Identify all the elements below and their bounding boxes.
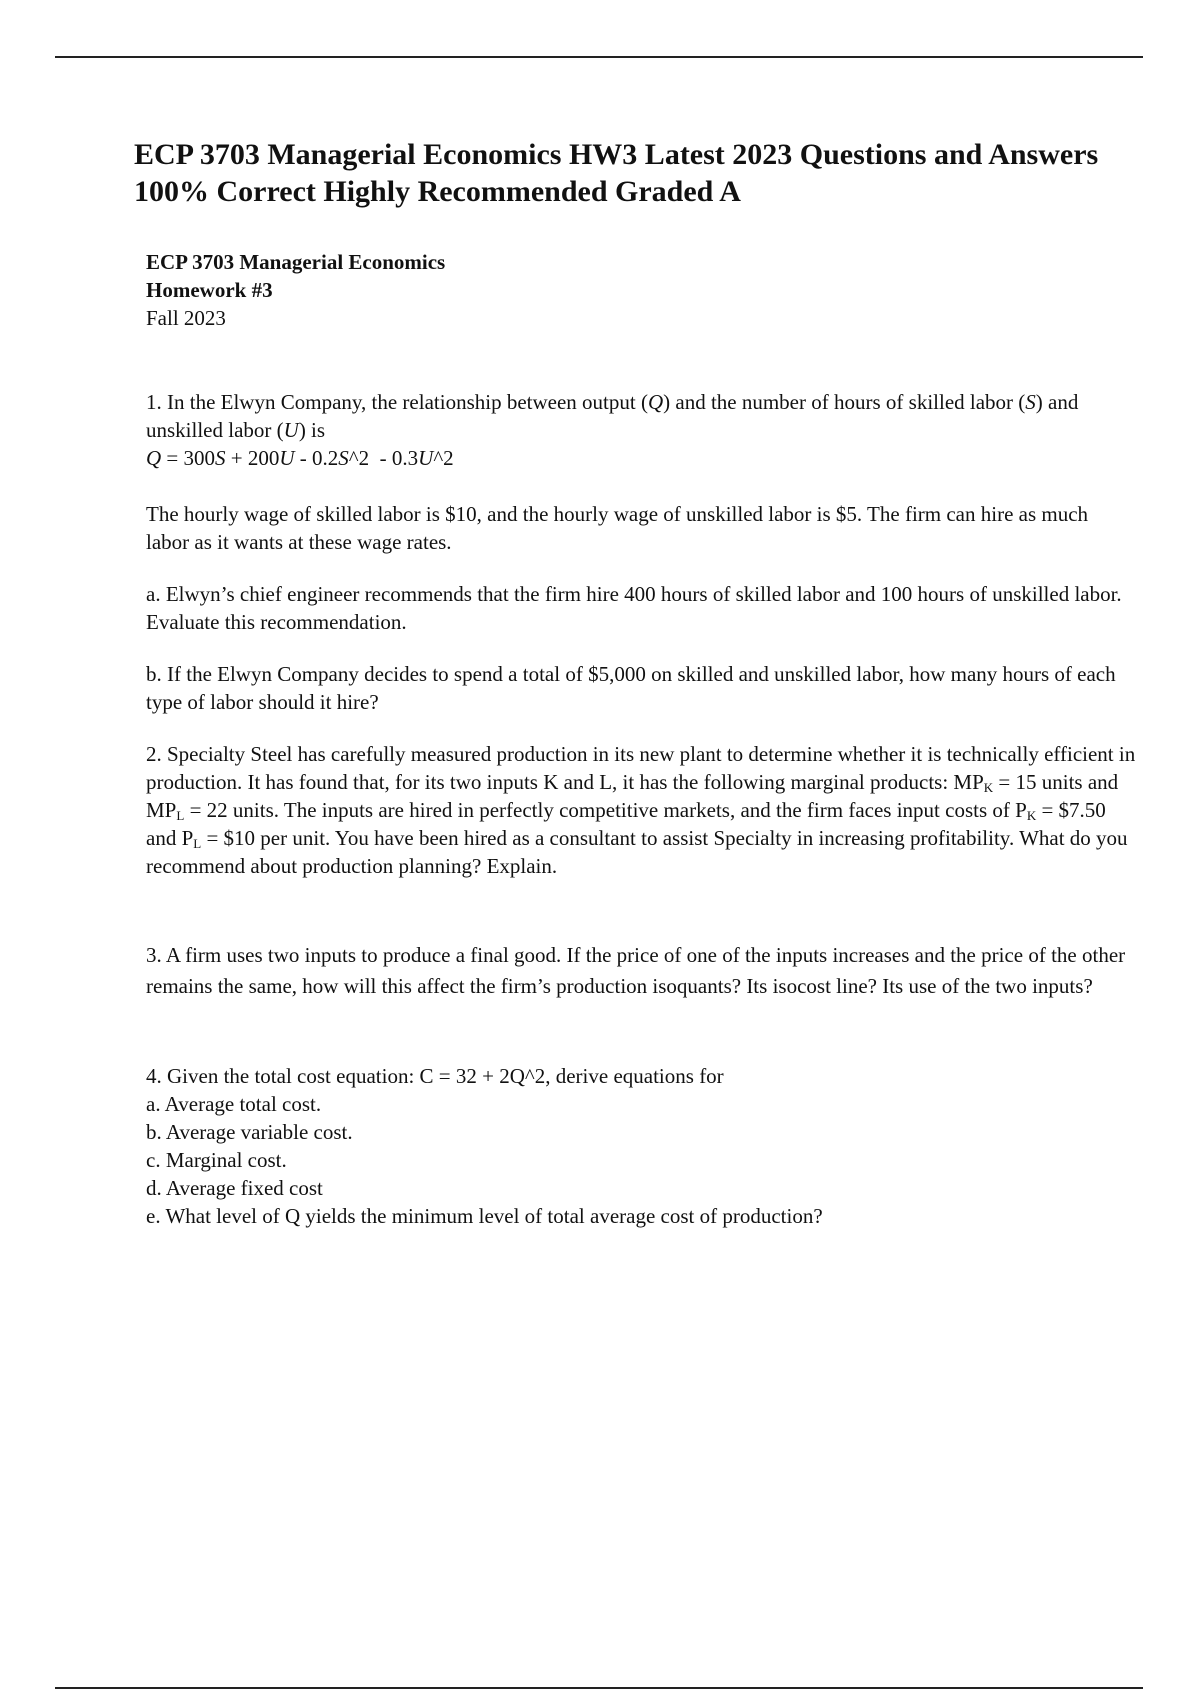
question-1-part-a: a. Elwyn’s chief engineer recommends that the firm hire 400 hours of skilled labor and 100 hours of unskilled labor. Evaluate this recommendation.	[146, 582, 1122, 634]
document-body	[146, 248, 1136, 1230]
production-function: Q = 300S + 200U - 0.2S^2 - 0.3U^2	[146, 446, 454, 470]
question-4-item: b. Average variable cost.	[146, 1120, 353, 1144]
homework-label: Homework #3	[146, 278, 273, 302]
course-name: ECP 3703 Managerial Economics	[146, 250, 446, 274]
bottom-rule	[55, 1687, 1143, 1689]
question-4-item: a. Average total cost.	[146, 1092, 322, 1116]
course-header	[146, 248, 1136, 332]
term-label: Fall 2023	[146, 306, 226, 330]
question-4-item: e. What level of Q yields the minimum level of total average cost of production?	[146, 1204, 823, 1228]
question-4-item: d. Average fixed cost	[146, 1176, 323, 1200]
question-4-item: c. Marginal cost.	[146, 1148, 287, 1172]
question-4-intro: 4. Given the total cost equation: C = 32 + 2Q^2, derive equations for	[146, 1064, 724, 1088]
question-1-wages: The hourly wage of skilled labor is $10, and the hourly wage of unskilled labor is $5. The firm can hire as much labor as it wants at these wage rates.	[146, 502, 1089, 554]
question-4	[146, 1062, 1136, 1230]
question-2: 2. Specialty Steel has carefully measured production in its new plant to determine whether it is technically efficient in production. It has found that, for its two inputs K and L, it has the following marginal products: $MP_K = 15$ units and $MP_L = 22$ units. The inputs are hired in perfectly competitive markets, and the firm faces input costs of $P_K$ = $7.50 and $P_L$ = $10 per unit. You have been hired as a consultant to assist Specialty in increasing profitability. What do you recommend about production planning? Explain.	[146, 742, 1136, 878]
top-rule	[55, 56, 1143, 58]
question-3: 3. A firm uses two inputs to produce a final good. If the price of one of the inputs increases and the price of the other remains the same, how will this affect the firm’s production isoquants? Its isocost line? Its use of the two inputs?	[146, 943, 1126, 998]
question-1-intro: 1. In the Elwyn Company, the relationship between output (Q) and the number of hours of skilled labor (S) and unskilled labor (U) is Q = 300S + 200U - 0.2S^2 - 0.3U^2	[146, 390, 1079, 470]
document-title: ECP 3703 Managerial Economics HW3 Latest 2023 Questions and Answers 100% Correct Highly Recommended Graded A	[134, 138, 1099, 208]
question-1-part-b: b. If the Elwyn Company decides to spend a total of $5,000 on skilled and unskilled labor, how many hours of each type of labor should it hire?	[146, 662, 1116, 714]
